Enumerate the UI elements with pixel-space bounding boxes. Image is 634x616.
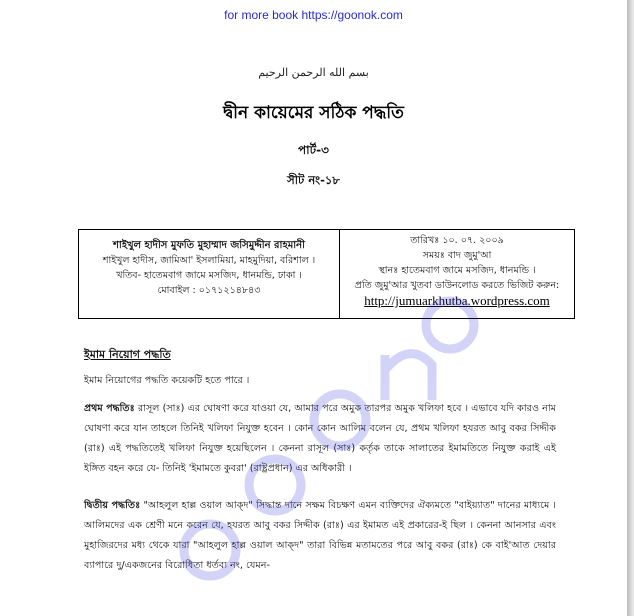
page-edge-shadow <box>627 0 634 616</box>
first-method-text: রাসূল (সাঃ) এর ঘোষণা করে যাওয়া যে, আমার পরে অমুক তারপর অমুক খলিফা হবে । এভাবে যদি কারও নাম ঘোষণা করে যান তাহলে তিনিই খলিফা নিযুক্ত হবেন । কোন কোন আলিম বলেন যে, প্রথম খলিফা হযরত আবু বকর সিদ্দীক (রাঃ) এই পদ্ধতিতেই খলিফা নিযুক্ত হয়েছিলেন । কেননা রাসূল (সাঃ) কর্তৃক তাকে সালাতের ইমামতিতে নিযুক্ত করাই এই ইঙ্গিত বহন করে যে- তিনিই 'ইমামতে কুবরা' (রাষ্ট্রপ্রধান) এর অধিকারী । <box>84 403 556 474</box>
bismillah-text: بسم الله الرحمن الرحيم <box>258 66 369 79</box>
document-title: দ্বীন কায়েমের সঠিক পদ্ধতি <box>223 103 404 123</box>
speaker-details <box>79 230 340 318</box>
speaker-position: শাইখুল হাদীস, জামিআ' ইসলামিয়া, মাহমুদিয়া, বরিশাল । <box>102 255 316 266</box>
khutba-details <box>340 230 574 318</box>
speaker-mobile: মোবাইল : ০১৭১২১৪৮৪৩ <box>157 285 261 296</box>
speaker-info-box <box>78 229 575 319</box>
khutba-date: তারিখঃ ১০. ০৭. ২০০৯ <box>410 235 504 246</box>
section-heading: ইমাম নিয়োগ পদ্ধতি <box>84 348 171 361</box>
intro-paragraph: ইমাম নিয়োগের পদ্ধতি কয়েকটি হতে পারে । <box>84 375 250 386</box>
second-method-label: দ্বিতীয় পদ্ধতিঃ <box>84 500 141 511</box>
part-number: পার্ট-৩ <box>298 143 329 157</box>
second-method-paragraph <box>84 496 556 576</box>
speaker-khatib: খতিব- হাতেমবাগ জামে মসজিদ, ধানমন্ডি, ঢাকা । <box>116 270 302 281</box>
speaker-name: শাইখুল হাদীস মুফতি মুহাম্মাদ জসিমুদ্দীন রাহমানী <box>113 240 305 251</box>
first-method-paragraph <box>84 399 556 479</box>
second-method-text: "আহলুল হাল্ল ওয়াল আক্‌দ" সিদ্ধান্ত দানে সক্ষম বিচক্ষণ এমন ব্যক্তিদের ঐক্যমতে "বাইয়্যাত" দানের মাধ্যমে । আলিমদের এক শ্রেণী মনে করেন যে, হযরত আবু বকর সিদ্দীক (রাঃ) এর ইমামত এই প্রকারের-ই ছিল । কেননা আনসার এবং মুহাজিরদের মধ্য থেকে যারা "আহলুল হাল্ল ওয়াল আক্‌দ" তারা বিভিন্ন মতামতের পরে আবু বকর (রাঃ) কে বাই'আত দেয়ার ব্যাপারে দু/একজনের বিরোধিতা ধর্তব্য নং, যেমন- <box>84 500 556 571</box>
first-method-label: প্রথম পদ্ধতিঃ <box>84 403 135 414</box>
blog-link[interactable]: http://jumuarkhutba.wordpress.com <box>364 293 550 308</box>
download-note: প্রতি জুমু'আর খুতবা ডাউনলোড করতে ভিজিট করুন: <box>354 280 560 291</box>
khutba-time: সময়ঃ বাদ জুমু'আ <box>422 250 492 261</box>
source-link[interactable]: for more book https://goonok.com <box>224 8 403 22</box>
khutba-place: স্থানঃ হাতেমবাগ জামে মসজিদ, ধানমন্ডি । <box>378 265 536 276</box>
seat-number: সীট নং-১৮ <box>287 173 340 187</box>
